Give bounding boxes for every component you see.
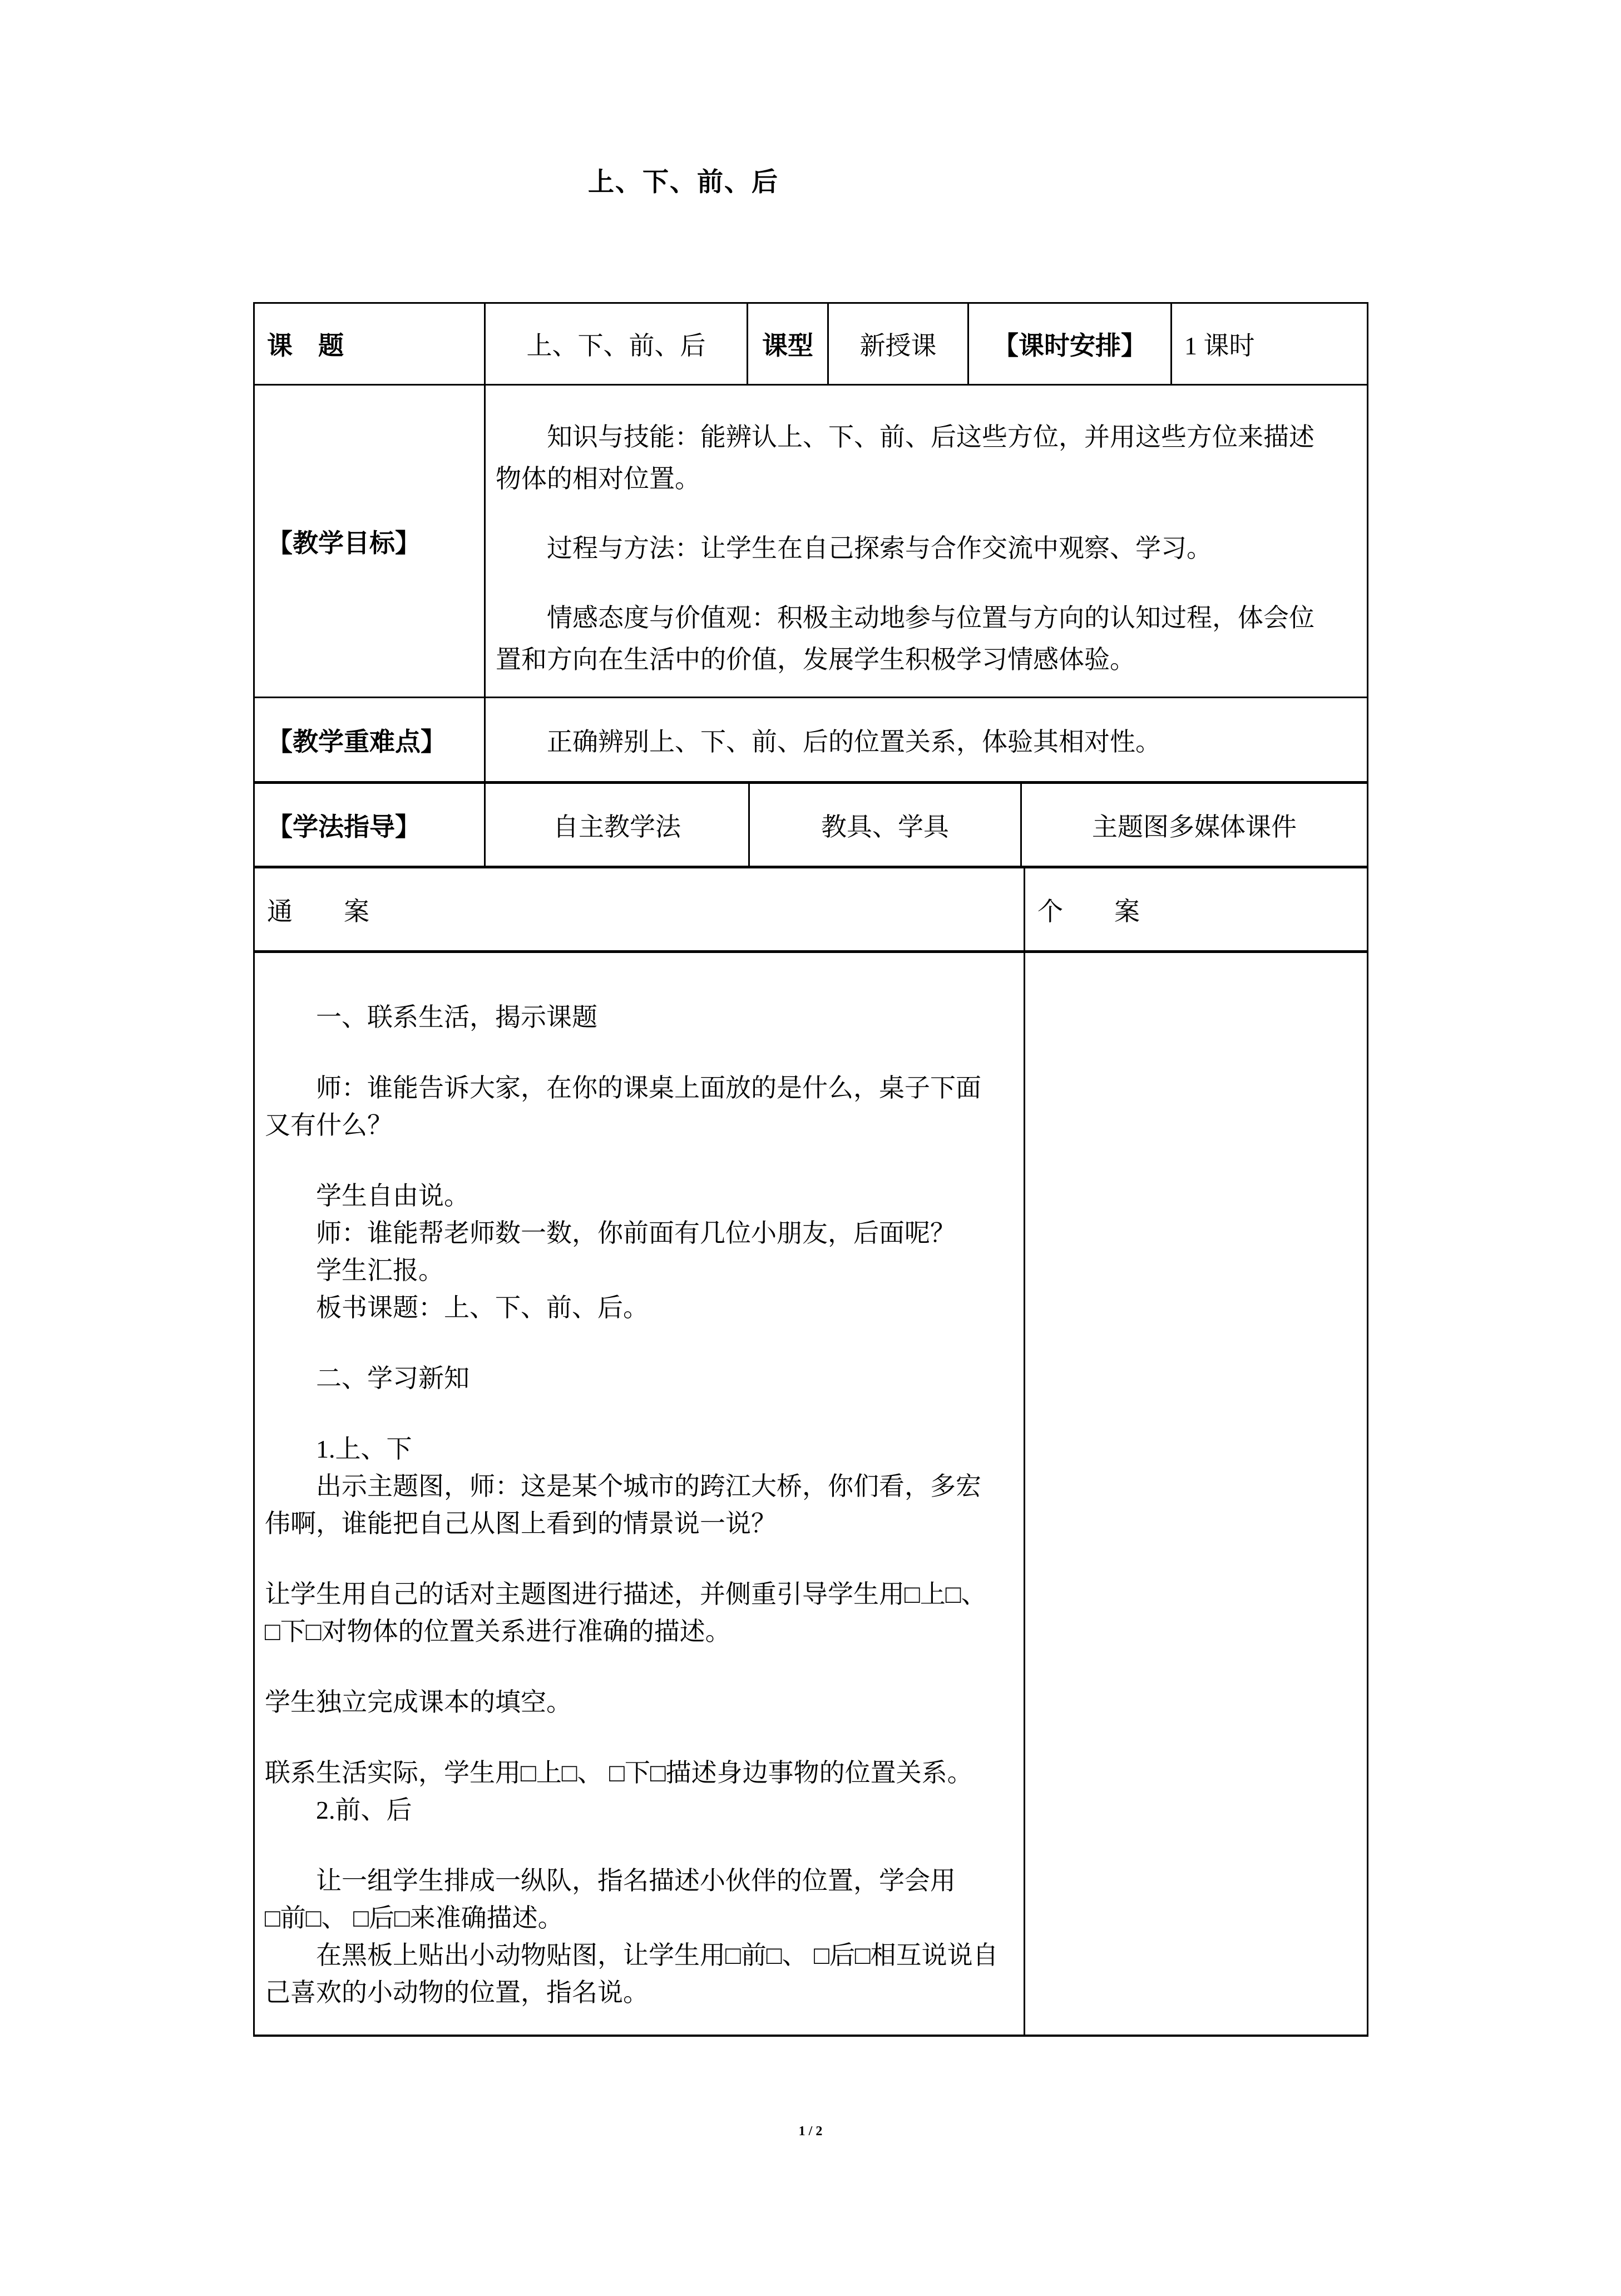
content-line: 学生自由说。: [316, 1182, 470, 1210]
objectives-line: 情感态度与价值观：积极主动地参与位置与方向的认知过程，体会位: [547, 604, 1314, 632]
course-type-label: 课型: [748, 304, 829, 384]
content-line: 二、学习新知: [316, 1364, 470, 1393]
key-points-cell: [486, 698, 1367, 781]
key-points-text: 正确辨别上、下、前、后的位置关系，体验其相对性。: [547, 727, 1161, 756]
individual-plan-content: [1025, 953, 1367, 2035]
objectives-row: [255, 386, 1367, 698]
content-line: 联系生活实际，学生用□上□、 □下□描述身边事物的位置关系。: [265, 1759, 973, 1787]
content-line: 2.前、后: [316, 1796, 412, 1824]
content-line: 师：谁能帮老师数一数，你前面有几位小朋友，后面呢？: [316, 1219, 956, 1247]
lesson-plan-table: [253, 302, 1368, 2037]
common-plan-label: 通 案: [255, 868, 1025, 950]
method-label: 【学法指导】: [255, 784, 486, 866]
content-line: 学生独立完成课本的填空。: [265, 1688, 572, 1716]
content-line: □下□对物体的位置关系进行准确的描述。: [265, 1617, 731, 1646]
plan-content-row: [255, 953, 1367, 2035]
content-line: 学生汇报。: [316, 1256, 444, 1285]
objectives-text: [486, 386, 1367, 697]
key-points-label: 【教学重难点】: [255, 698, 486, 781]
tools-label: 教具、学具: [750, 784, 1022, 866]
objectives-line: 置和方向在生活中的价值，发展学生积极学习情感体验。: [496, 645, 1135, 674]
document-title: 上、下、前、后: [588, 168, 779, 197]
content-line: 1.上、下: [316, 1435, 412, 1463]
method-row: [255, 784, 1367, 868]
content-line: 板书课题：上、下、前、后。: [316, 1293, 649, 1322]
header-row: [255, 304, 1367, 386]
course-title-label: 课 题: [255, 304, 486, 384]
content-line: 己喜欢的小动物的位置，指名说。: [265, 1978, 649, 2007]
common-plan-content: [255, 953, 1025, 2035]
objectives-line: 知识与技能：能辨认上、下、前、后这些方位，并用这些方位来描述: [547, 423, 1314, 451]
course-title-value: 上、下、前、后: [486, 304, 748, 384]
content-line: 让一组学生排成一纵队，指名描述小伙伴的位置，学会用: [316, 1867, 956, 1895]
key-points-row: [255, 698, 1367, 784]
plan-header-row: [255, 868, 1367, 953]
content-line: 一、联系生活，揭示课题: [316, 1003, 597, 1031]
objectives-line: 物体的相对位置。: [496, 465, 700, 493]
objectives-label: 【教学目标】: [255, 386, 486, 697]
schedule-label: 【课时安排】: [969, 304, 1172, 384]
content-line: □前□、 □后□来准确描述。: [265, 1904, 564, 1932]
schedule-value: 1 课时: [1184, 332, 1255, 360]
tools-value: 主题图多媒体课件: [1092, 812, 1297, 841]
content-line: 出示主题图，师：这是某个城市的跨江大桥，你们看，多宏: [316, 1472, 981, 1500]
course-type-value: 新授课: [829, 304, 969, 384]
content-line: 伟啊，谁能把自己从图上看到的情景说一说？: [265, 1509, 777, 1538]
method-value: 自主教学法: [486, 784, 750, 866]
content-line: 让学生用自己的话对主题图进行描述，并侧重引导学生用□上□、: [265, 1580, 987, 1608]
page-number: 1 / 2: [798, 2124, 823, 2139]
objectives-line: 过程与方法：让学生在自己探索与合作交流中观察、学习。: [547, 534, 1212, 562]
content-line: 师：谁能告诉大家，在你的课桌上面放的是什么，桌子下面: [316, 1074, 981, 1102]
content-line: 又有什么？: [265, 1111, 393, 1139]
content-line: 在黑板上贴出小动物贴图，让学生用□前□、 □后□相互说说自: [316, 1941, 999, 1969]
individual-plan-label: 个 案: [1037, 897, 1140, 926]
